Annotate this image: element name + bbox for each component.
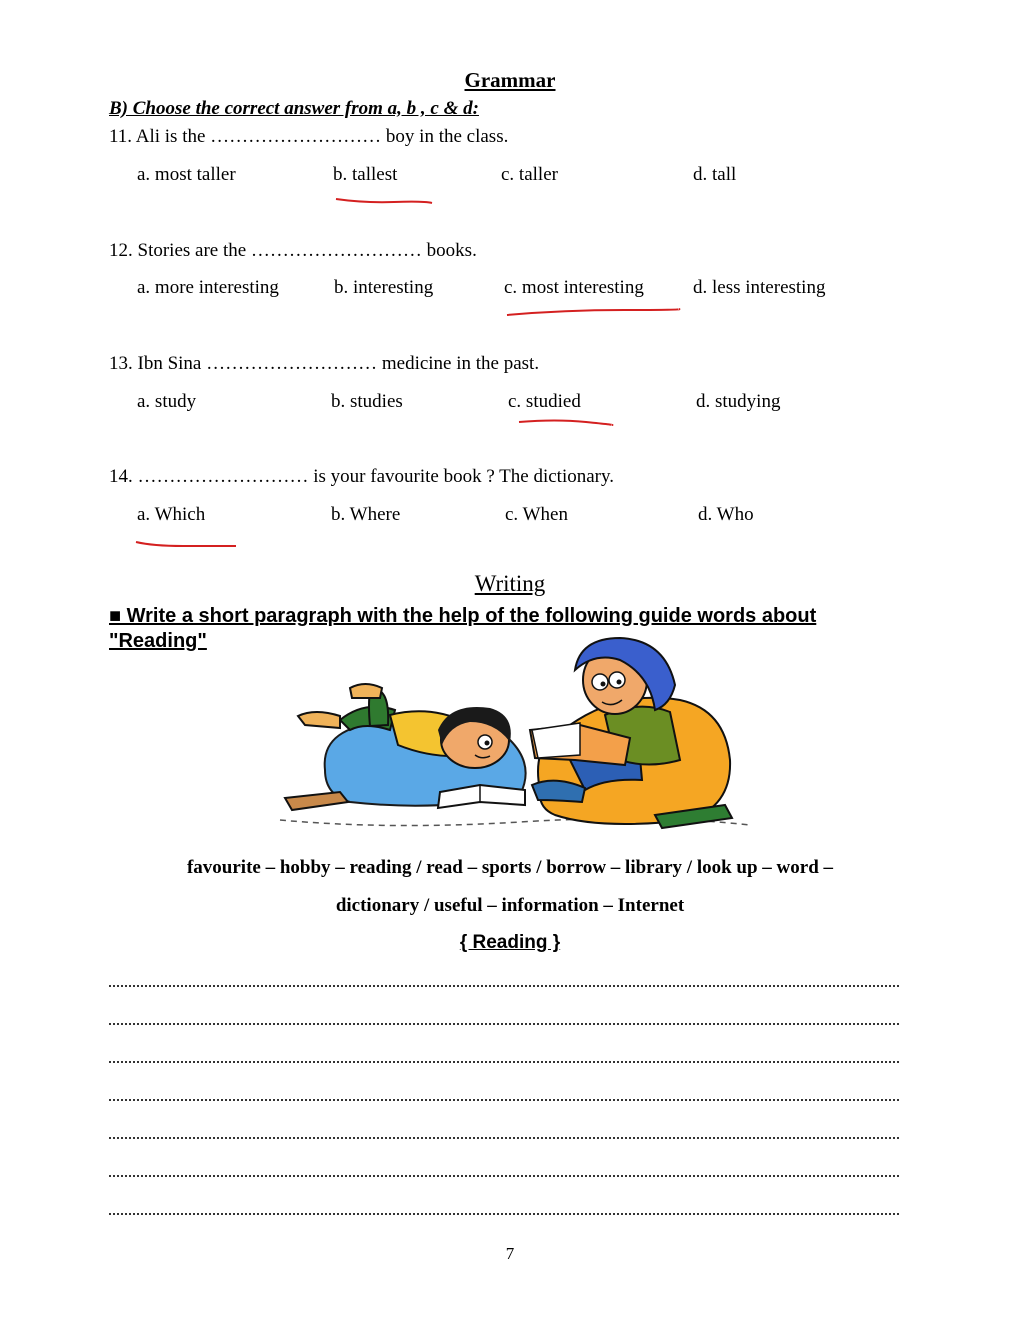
option-12c: c. most interesting — [504, 277, 644, 298]
question-11: 11. Ali is the ……………………… boy in the class. — [109, 126, 509, 147]
answer-mark-11 — [334, 194, 434, 208]
option-12b: b. interesting — [334, 277, 434, 298]
option-14c: c. When — [505, 504, 568, 525]
writing-line[interactable] — [109, 1137, 899, 1139]
guide-words-line-1: favourite – hobby – reading / read – sports / borrow – library / look up – word – — [186, 857, 834, 878]
page-number: 7 — [505, 1244, 515, 1263]
guide-words-line-2: dictionary / useful – information – Internet — [335, 895, 685, 916]
writing-line[interactable] — [109, 1175, 899, 1177]
writing-line[interactable] — [109, 1061, 899, 1063]
option-11a: a. most taller — [137, 164, 236, 185]
option-14d: d. Who — [698, 504, 754, 525]
option-14a: a. Which — [137, 504, 206, 525]
children-reading-illustration — [270, 630, 760, 845]
question-12: 12. Stories are the ……………………… books. — [109, 240, 477, 261]
question-14: 14. ……………………… is your favourite book ? The dictionary. — [109, 466, 615, 487]
option-12d: d. less interesting — [693, 277, 826, 298]
grammar-title: Grammar — [464, 68, 556, 92]
option-14b: b. Where — [331, 504, 401, 525]
writing-instruction: ■ Write a short paragraph with the help of the following guide words about "Reading" — [109, 605, 817, 652]
option-11c: c. taller — [501, 164, 558, 185]
writing-line[interactable] — [109, 1023, 899, 1025]
grammar-instruction: B) Choose the correct answer from a, b , c & d: — [109, 98, 479, 119]
option-13a: a. study — [137, 391, 197, 412]
option-12a: a. more interesting — [137, 277, 279, 298]
writing-title: Writing — [474, 571, 546, 596]
option-13d: d. studying — [696, 391, 781, 412]
answer-mark-14 — [133, 538, 239, 552]
option-13c: c. studied — [508, 391, 581, 412]
option-11b: b. tallest — [333, 164, 398, 185]
question-13: 13. Ibn Sina ……………………… medicine in the past. — [109, 353, 540, 374]
option-13b: b. studies — [331, 391, 403, 412]
answer-mark-13 — [516, 416, 616, 430]
writing-line[interactable] — [109, 985, 899, 987]
writing-line[interactable] — [109, 1099, 899, 1101]
writing-topic: { Reading } — [459, 932, 561, 953]
option-11d: d. tall — [693, 164, 737, 185]
writing-line[interactable] — [109, 1213, 899, 1215]
answer-mark-12 — [504, 304, 684, 320]
